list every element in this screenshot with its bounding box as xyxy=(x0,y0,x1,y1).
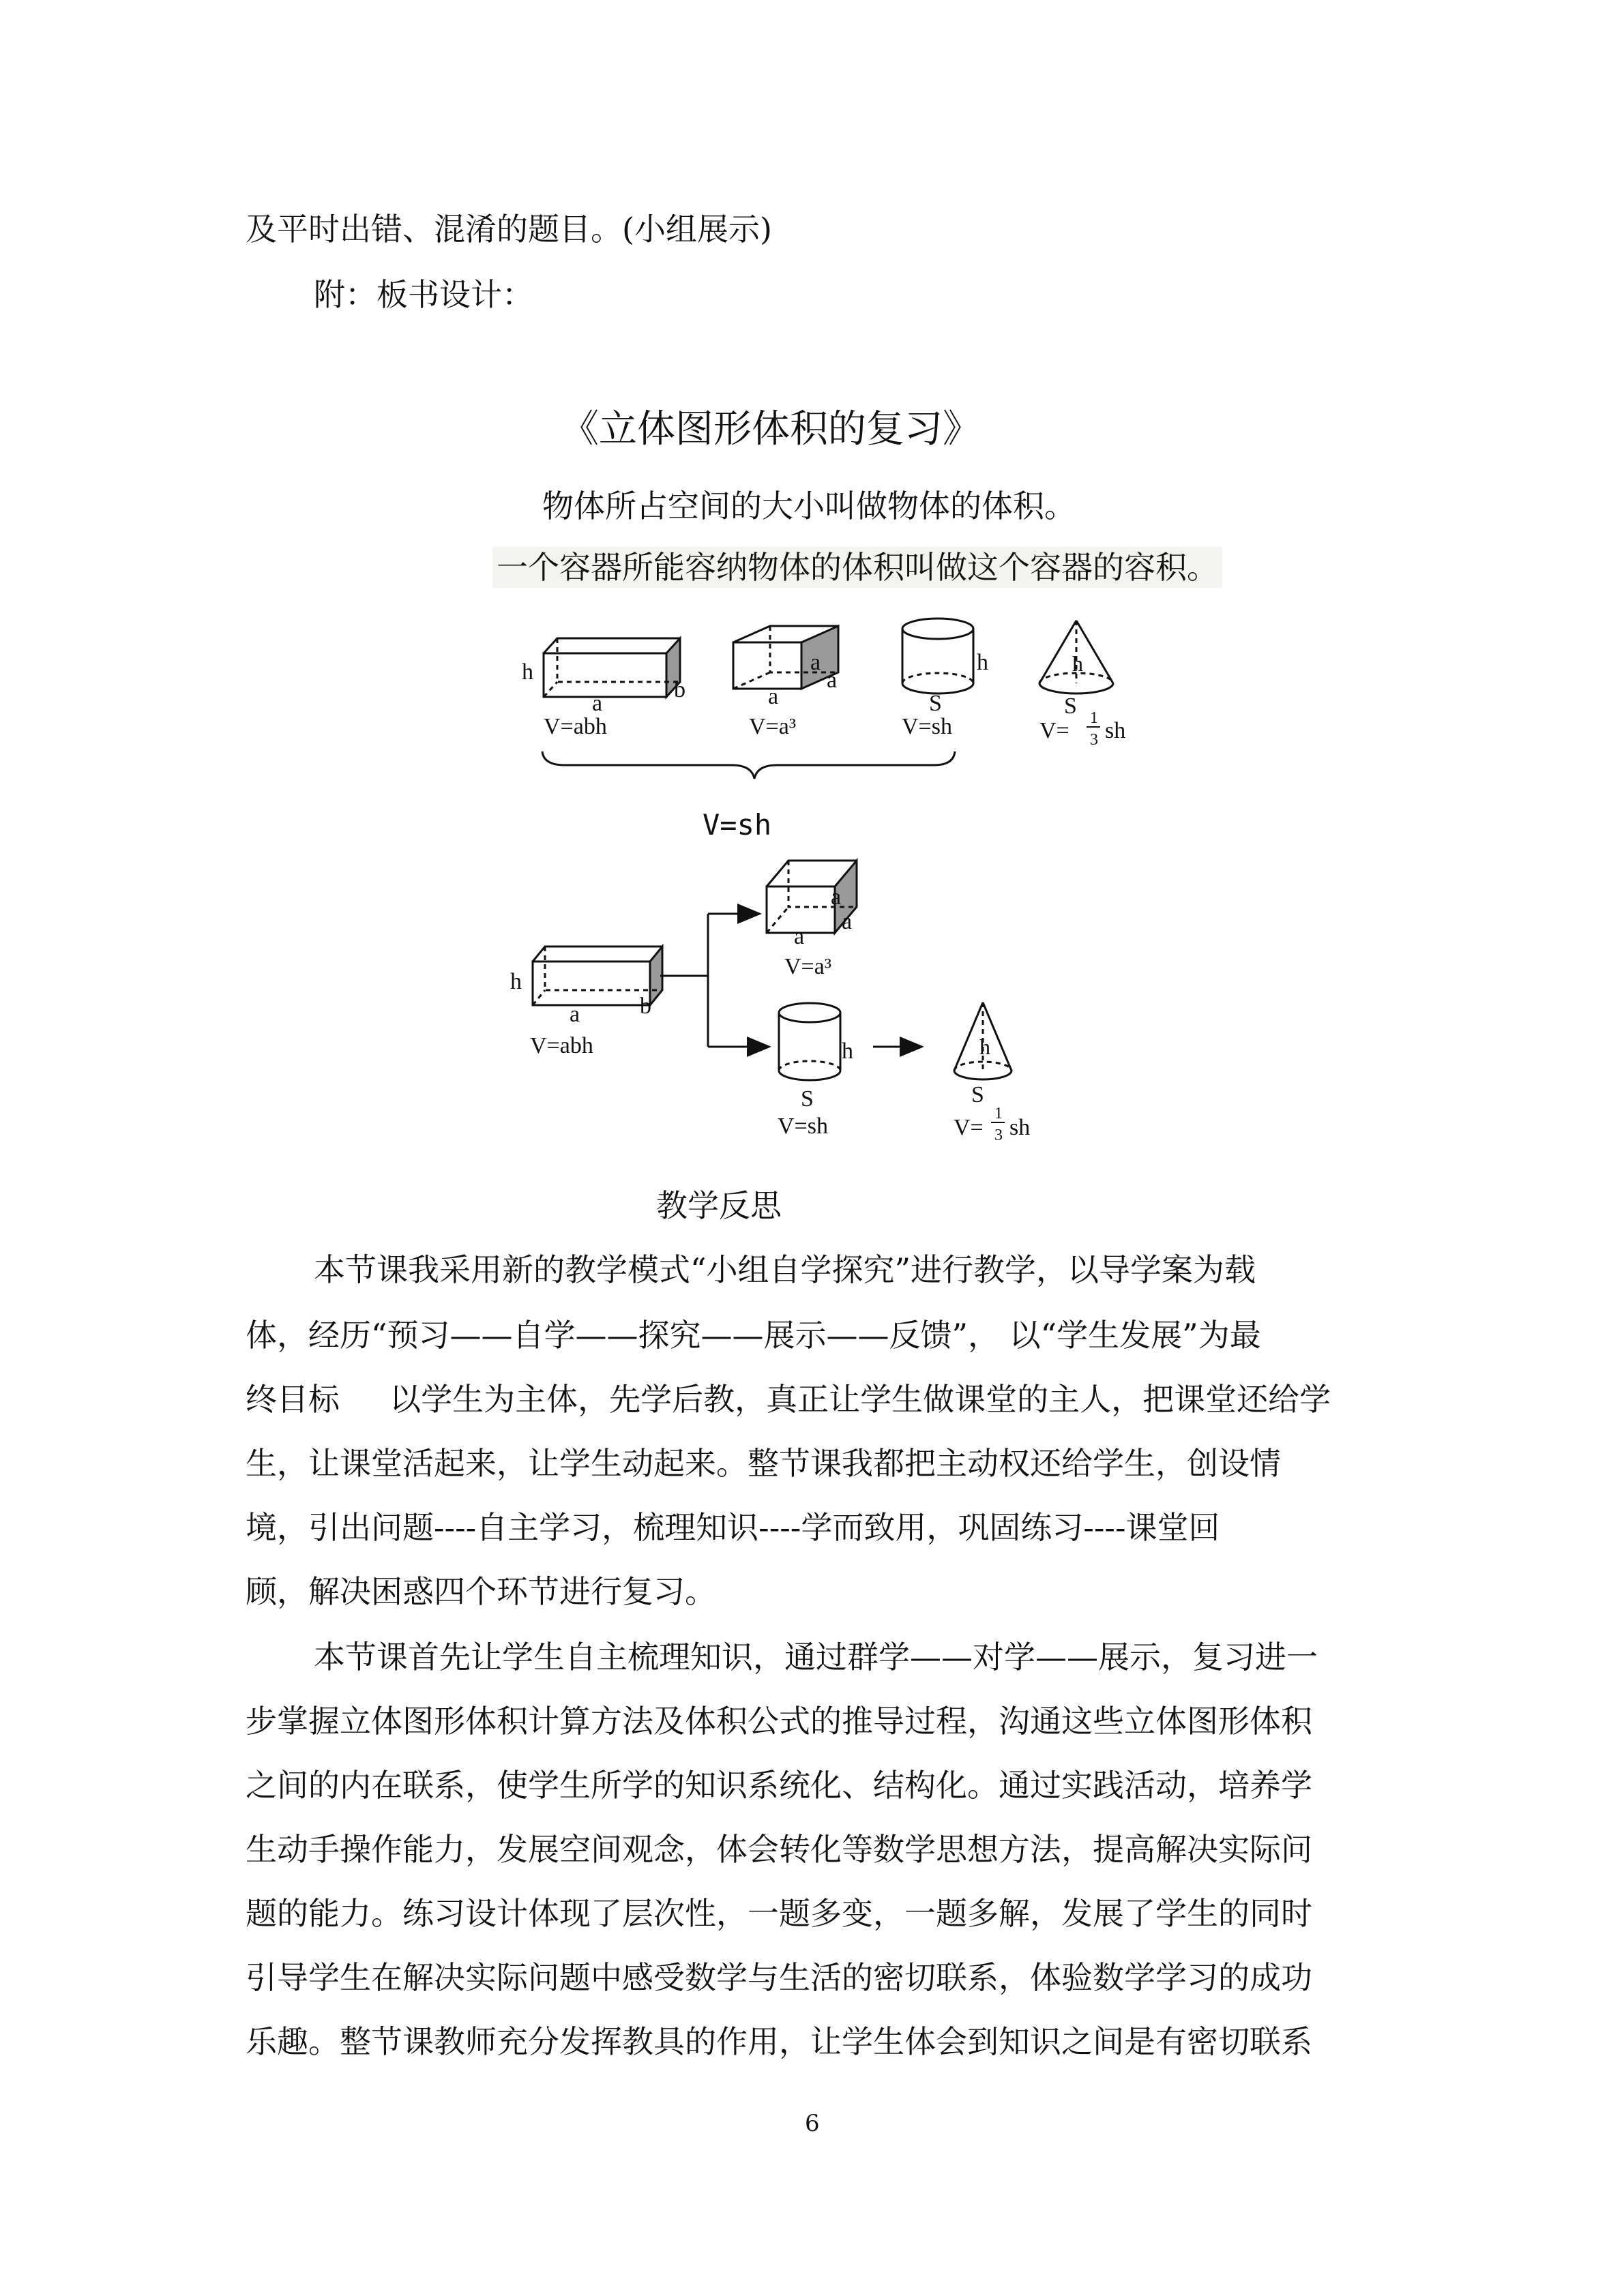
cylinder-s-label: S xyxy=(929,691,942,716)
flow-cylinder-h-label: h xyxy=(842,1039,853,1064)
cone-h-label: h xyxy=(1072,651,1083,676)
cuboid-b-label: b xyxy=(674,677,685,702)
cube-a-label-1: a xyxy=(810,650,821,675)
reflection-p1-line: 生，让课堂活起来，让学生动起来。整节课我都把主动权还给学生，创设情 xyxy=(246,1445,1281,1482)
reflection-p2-line: 引导学生在解决实际问题中感受数学与生活的密切联系，体验数学学习的成功 xyxy=(246,1959,1312,1996)
flow-cylinder-s-label: S xyxy=(801,1086,814,1112)
board-title: 《立体图形体积的复习》 xyxy=(561,407,981,451)
cylinder-shape-row1 xyxy=(902,618,973,694)
flow-cuboid-h-label: h xyxy=(510,969,522,994)
cube-a-label-3: a xyxy=(768,684,779,709)
flow-cube-a-label-2: a xyxy=(842,909,853,934)
flow-cone-h-label: h xyxy=(979,1034,990,1059)
reflection-p1-line: 体，经历“预习——自学——探究——展示——反馈”， 以“学生发展”为最 xyxy=(246,1317,1261,1354)
page-number: 6 xyxy=(805,2110,820,2137)
reflection-p1-line: 终目标 以学生为主体，先学后教，真正让学生做课堂的主人，把课堂还给学 xyxy=(246,1381,1331,1418)
cylinder-formula: V=sh xyxy=(902,714,952,739)
flow-cuboid-formula: V=abh xyxy=(530,1033,593,1058)
cylinder-h-label: h xyxy=(977,650,988,675)
reflection-p2-line: 步掌握立体图形体积计算方法及体积公式的推导过程，沟通这些立体图形体积 xyxy=(246,1703,1312,1740)
flow-cone-frac-num: 1 xyxy=(994,1105,1003,1122)
cuboid-shape-row1 xyxy=(544,638,680,697)
reflection-p2-line: 本节课首先让学生自主梳理知识，通过群学——对学——展示，复习进一 xyxy=(314,1639,1318,1675)
cuboid-a-label: a xyxy=(592,691,603,716)
cone-formula-suffix: sh xyxy=(1105,718,1126,743)
flow-cone-formula-prefix: V= xyxy=(954,1115,984,1140)
reflection-p2-line: 之间的内在联系，使学生所学的知识系统化、结构化。通过实践活动，培养学 xyxy=(246,1767,1312,1804)
flow-cube-a-label-3: a xyxy=(794,924,805,949)
flow-cube-formula: V=a³ xyxy=(784,954,832,979)
flow-cuboid-a-label: a xyxy=(570,1002,580,1027)
cone-frac-num: 1 xyxy=(1090,709,1098,727)
reflection-p1-line: 顾，解决困惑四个环节进行复习。 xyxy=(246,1573,716,1610)
reflection-p2-line: 题的能力。练习设计体现了层次性，一题多变，一题多解，发展了学生的同时 xyxy=(246,1895,1312,1932)
reflection-p2-line: 生动手操作能力，发展空间观念，体会转化等数学思想方法，提高解决实际问 xyxy=(246,1831,1312,1868)
flow-cone-frac-den: 3 xyxy=(994,1127,1003,1144)
flow-cone-s-label: S xyxy=(971,1082,984,1107)
cube-a-label-2: a xyxy=(827,668,838,693)
def-volume: 物体所占空间的大小叫做物体的体积。 xyxy=(542,488,1076,524)
reflection-p1-line: 境，引出问题----自主学习，梳理知识----学而致用，巩固练习----课堂回 xyxy=(246,1509,1220,1546)
reflection-p1-line: 本节课我采用新的教学模式“小组自学探究”进行教学，以导学案为载 xyxy=(314,1251,1256,1288)
cone-formula-prefix: V= xyxy=(1039,718,1069,743)
cuboid-h-label: h xyxy=(522,659,533,685)
unified-formula: V=sh xyxy=(703,808,772,841)
reflection-p2-line: 乐趣。整节课教师充分发挥教具的作用，让学生体会到知识之间是有密切联系 xyxy=(246,2023,1312,2060)
cube-shape-row1 xyxy=(733,626,838,689)
cylinder-shape-flow xyxy=(779,1003,840,1080)
cone-s-label: S xyxy=(1064,694,1077,719)
grouping-brace xyxy=(542,751,955,779)
cube-formula: V=a³ xyxy=(749,714,797,739)
text-line-2: 附：板书设计： xyxy=(314,276,533,313)
flow-cylinder-formula: V=sh xyxy=(778,1114,828,1139)
flow-cuboid-b-label: b xyxy=(640,994,651,1019)
flow-cube-a-label-1: a xyxy=(831,884,842,910)
text-line-1: 及平时出错、混淆的题目。(小组展示) xyxy=(246,211,772,248)
flow-cone-formula-suffix: sh xyxy=(1009,1115,1031,1140)
reflection-heading: 教学反思 xyxy=(656,1187,782,1224)
def-capacity: 一个容器所能容纳物体的体积叫做这个容器的容积。 xyxy=(492,547,1222,588)
cone-frac-den: 3 xyxy=(1090,731,1098,749)
cuboid-formula: V=abh xyxy=(544,714,607,739)
